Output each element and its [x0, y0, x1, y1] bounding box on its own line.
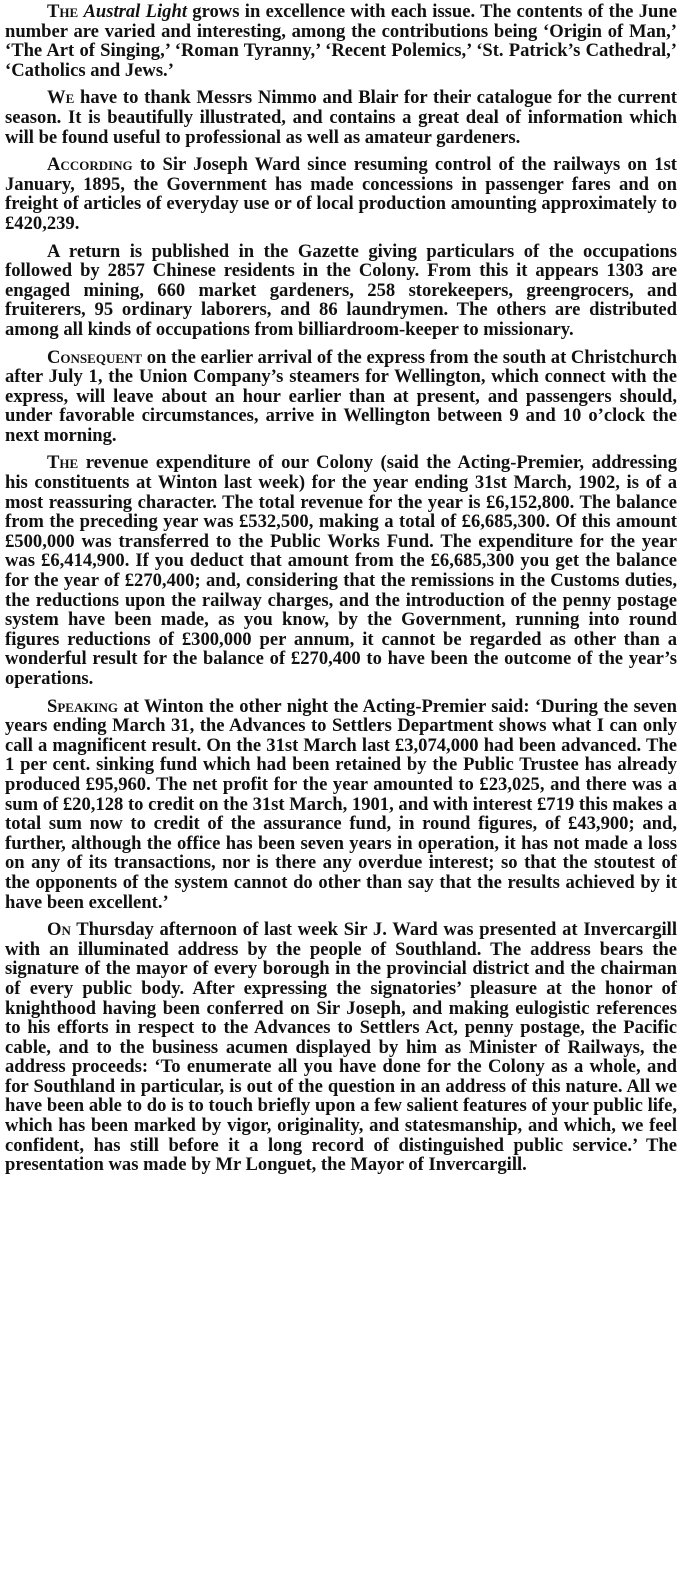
- paragraph-italic-title: Austral Light: [83, 1, 187, 22]
- paragraph-text: have to thank Messrs Nimmo and Blair for their catalogue for the current season. It is beautifully illustrated, and contains a great deal of information which will be found useful to professional as well as amateur gardeners.: [5, 87, 677, 148]
- paragraph-express-steamers: [5, 348, 677, 446]
- paragraph-invercargill-address: [5, 920, 677, 1175]
- paragraph-text: A return is published in the Gazette giving particulars of the occupations followed by 2857 Chinese residents in the Colony. From this it appears 1303 are engaged mining, 660 market gardeners, 258 storekeepers, greengrocers, and fruiterers, 95 ordinary laborers, and 86 laundrymen. The others are distributed among all kinds of occupations from billiardroom-keeper to missionary.: [5, 240, 677, 340]
- paragraph-austral-light: [5, 2, 677, 80]
- news-column: [5, 2, 677, 1183]
- paragraph-text: Thursday afternoon of last week Sir J. Ward was presented at Invercargill with an illuminated address by the people of Southland. The address bears the signature of the mayor of every borough in the provincial district and the chairman of every public body. After expressing the signatories’ pleasure at the honor of knighthood having been conferred on Sir Joseph, and making eulogistic references to his efforts in respect to the Advances to Settlers Act, penny postage, the Pacific cable, and to the business acumen displayed by him as Minister of Railways, the address proceeds: ‘To enumerate all you have done for the Colony as a whole, and for Southland in particular, is out of the question in an address of this nature. All we have been able to do is to touch briefly upon a few salient features of your public life, which has been marked by vigor, originality, and statesmanship, and which, we feel confident, has still before it a long record of distinguished public service.’ The presentation was made by Mr Longuet, the Mayor of Invercargill.: [5, 919, 677, 1176]
- paragraph-text: on the earlier arrival of the express from the south at Christchurch after July 1, the Union Company’s steamers for Wellington, which connect with the express, will leave about an hour earlier than at present, and passengers should, under favorable circumstances, arrive in Wellington between 9 and 10 o’clock the next morning.: [5, 346, 677, 446]
- paragraph-text: grows in excellence with each issue. The contents of the June number are varied and interesting, among the contributions being ‘Origin of Man,’ ‘The Art of Singing,’ ‘Roman Tyranny,’ ‘Recent Polemics,’ ‘St. Patrick’s Cathedral,’ ‘Catholics and Jews.’: [5, 1, 677, 81]
- paragraph-advances-to-settlers: [5, 697, 677, 913]
- paragraph-lead: Speaking: [47, 695, 119, 717]
- paragraph-lead: According: [47, 154, 133, 176]
- paragraph-revenue-expenditure: [5, 453, 677, 688]
- paragraph-text: at Winton the other night the Acting-Premier said: ‘During the seven years ending March 31, the Advances to Settlers Department shows what I can only call a magnificent result. On the 31st March last £3,074,000 had been advanced. The 1 per cent. sinking fund which had been retained by the Public Trustee has already produced £95,960. The net profit for the year amounted to £23,025, and there was a sum of £20,128 to credit on the 31st March, 1901, and with interest £719 this makes a total sum now to credit of the assurance fund, in round figures, of £43,900; and, further, although the office has been seven years in operation, it has not made a loss on any of its transactions, nor is there any overdue interest; so that the stoutest of the opponents of the system cannot do other than say that the results achieved by it have been excellent.’: [5, 695, 677, 913]
- paragraph-chinese-residents: [5, 242, 677, 340]
- paragraph-nimmo-blair: [5, 88, 677, 147]
- paragraph-lead: On: [47, 919, 71, 941]
- paragraph-lead: The: [47, 1, 79, 22]
- paragraph-text: revenue expenditure of our Colony (said the Acting-Premier, addressing his constituents at Winton last week) for the year ending 31st March, 1902, is of a most reassuring character. The total revenue for the year is £6,152,800. The balance from the preceding year was £532,500, making a total of £6,685,300. Of this amount £500,000 was transferred to the Public Works Fund. The expenditure for the year was £6,414,900. If you deduct that amount from the £6,685,300 you get the balance for the year of £270,400; and, considering that the remissions in the Customs duties, the reductions upon the railway charges, and the introduction of the penny postage system have been made, as you know, by the Government, running into round figures reductions of £300,000 per annum, it cannot be regarded as other than a wonderful result for the balance of £270,400 to have been the outcome of the year’s operations.: [5, 452, 677, 689]
- paragraph-text: to Sir Joseph Ward since resuming control of the railways on 1st January, 1895, the Government has made concessions in passenger fares and on freight of articles of everyday use or of local production amounting approximately to £420,239.: [5, 154, 677, 234]
- paragraph-lead: We: [47, 87, 75, 109]
- paragraph-lead: Consequent: [47, 346, 143, 368]
- paragraph-lead: The: [47, 452, 79, 474]
- paragraph-railway-concessions: [5, 155, 677, 233]
